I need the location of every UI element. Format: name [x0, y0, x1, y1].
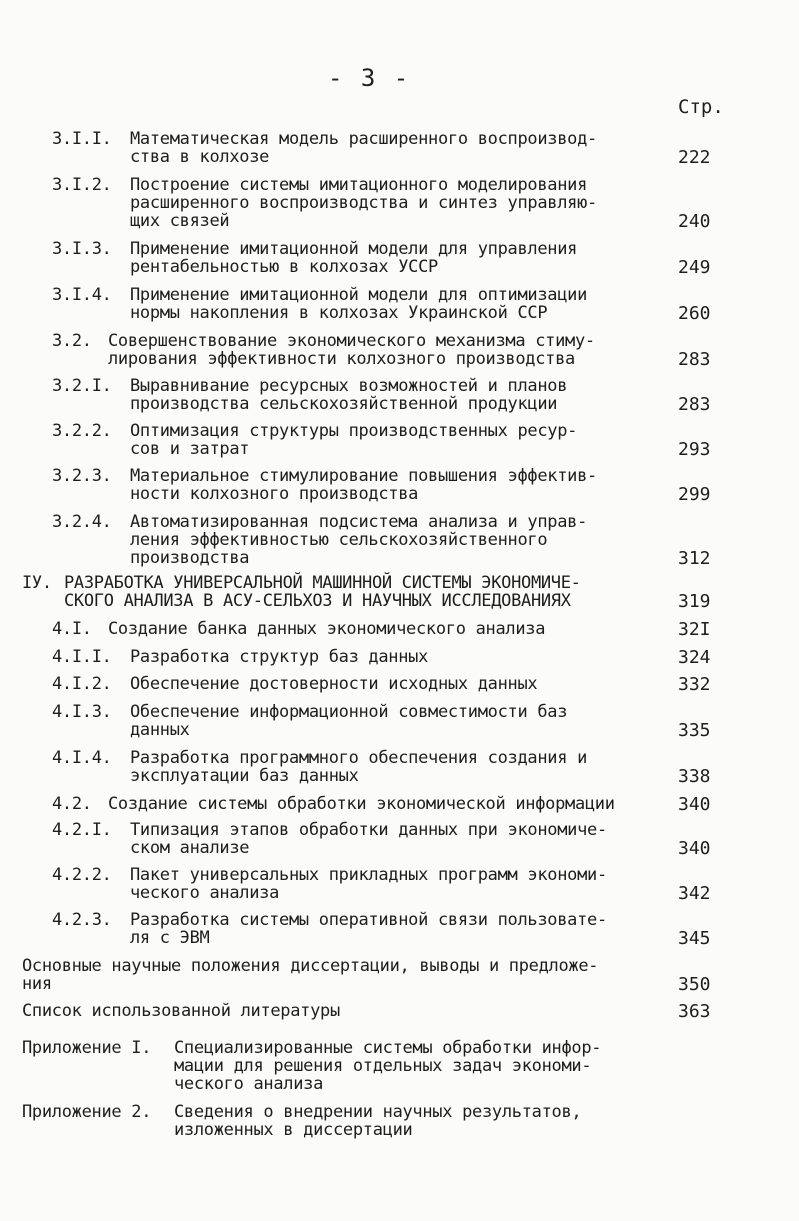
toc-entry-title — [130, 703, 567, 739]
toc-entry-title — [130, 286, 587, 322]
toc-entry-title-line: Сведения о внедрении научных результатов, — [174, 1102, 582, 1122]
toc-entry-number: 3.I.3. — [52, 239, 112, 259]
toc-entry-title-line: эксплуатации баз данных — [130, 766, 359, 786]
toc-entry-title-line: Разработка программного обеспечения создания и — [130, 748, 588, 768]
toc-entry-number: 4.2.I. — [52, 820, 112, 840]
toc-entry-number: 3.2.2. — [52, 421, 112, 441]
toc-entry-title-line: рентабельностью в колхозах УССР — [130, 257, 438, 277]
toc-entry-page: 312 — [678, 548, 711, 569]
toc-entry-number: 4.2.2. — [52, 865, 112, 885]
toc-entry-title — [130, 821, 607, 857]
toc-entry-page: 350 — [678, 974, 711, 995]
toc-entry-title-line: ля с ЭВМ — [130, 928, 210, 948]
toc-entry-title-line: ческого анализа — [130, 883, 280, 903]
toc-entry-title — [174, 1039, 601, 1093]
toc-entry-title-line: Список использованной литературы — [22, 1001, 340, 1021]
toc-entry-number: Приложение 2. — [22, 1102, 152, 1122]
toc-entry-page: 222 — [678, 147, 711, 168]
toc-entry-title — [130, 130, 597, 166]
toc-entry-title-line: ческого анализа — [174, 1074, 324, 1094]
toc-entry-title-line: Материальное стимулирование повышения эффектив- — [130, 466, 597, 486]
toc-entry-title-line: Применение имитационной модели для оптимизации — [130, 285, 588, 305]
toc-entry-title-line: ском анализе — [130, 838, 250, 858]
toc-entry-page: 335 — [678, 720, 711, 741]
toc-entry-title-line: Разработка структур баз данных — [130, 647, 429, 667]
toc-entry-title-line: ства в колхозе — [130, 147, 270, 167]
toc-entry-title-line: производства сельскохозяйственной продукции — [130, 394, 558, 414]
toc-entry-number: 3.I.I. — [52, 129, 112, 149]
toc-entry-page: 363 — [678, 1001, 711, 1022]
toc-entry-title-line: данных — [130, 720, 190, 740]
toc-entry-page: 260 — [678, 303, 711, 324]
toc-entry-number: 3.I.4. — [52, 285, 112, 305]
toc-entry-title-line: нормы накопления в колхозах Украинской ССР — [130, 303, 548, 323]
toc-entry-title — [130, 675, 537, 693]
toc-entry-page: 283 — [678, 394, 711, 415]
toc-entry-title — [130, 240, 577, 276]
toc-entry-title — [22, 957, 598, 993]
toc-entry-title — [130, 648, 428, 666]
toc-entry-page: 240 — [678, 211, 711, 232]
toc-entry-title — [174, 1103, 581, 1139]
toc-entry-number: 3.2.3. — [52, 466, 112, 486]
toc-entry-title-line: Оптимизация структуры производственных ресур- — [130, 421, 578, 441]
toc-entry-page: 299 — [678, 484, 711, 505]
toc-entry-number: 4.2.3. — [52, 910, 112, 930]
toc-entry-title — [108, 620, 545, 638]
toc-entry-number: 3.I.2. — [52, 175, 112, 195]
toc-entry-title — [130, 377, 567, 413]
toc-entry-page: 332 — [678, 674, 711, 695]
toc-entry-number: 4.I.4. — [52, 748, 112, 768]
toc-entry-page: 340 — [678, 794, 711, 815]
toc-entry-title-line: ления эффективностью сельскохозяйственного — [130, 530, 548, 550]
page-column-header: Стр. — [678, 96, 724, 118]
toc-entry-page: 293 — [678, 439, 711, 460]
toc-entry-title — [108, 332, 595, 368]
toc-entry-page: 324 — [678, 647, 711, 668]
toc-entry-title-line: Выравнивание ресурсных возможностей и планов — [130, 376, 568, 396]
toc-entry-title-line: изложенных в диссертации — [174, 1120, 413, 1140]
toc-entry-number: 4.2. — [52, 794, 92, 814]
toc-entry-page: 249 — [678, 257, 711, 278]
toc-entry-title — [130, 176, 597, 230]
toc-entry-title-line: РАЗРАБОТКА УНИВЕРСАЛЬНОЙ МАШИННОЙ СИСТЕМЫ ЭКОНОМИЧЕ- — [64, 573, 581, 593]
toc-entry-title-line: Создание банка данных экономического анализа — [108, 619, 546, 639]
toc-entry-title-line: Основные научные положения диссертации, выводы и предложе- — [22, 956, 599, 976]
toc-entry-title — [64, 574, 581, 610]
toc-entry-title-line: Создание системы обработки экономической информации — [108, 794, 615, 814]
toc-entry-page: 319 — [678, 591, 711, 612]
toc-entry-title-line: Обеспечение информационной совместимости баз — [130, 702, 568, 722]
toc-entry-title-line: расширенного воспроизводства и синтез управляю- — [130, 193, 597, 213]
toc-entry-number: Приложение I. — [22, 1038, 152, 1058]
toc-entry-title — [108, 795, 615, 813]
toc-entry-page: 283 — [678, 349, 711, 370]
toc-entry-number: 3.2.I. — [52, 376, 112, 396]
toc-entry-number: 3.2.4. — [52, 512, 112, 532]
toc-entry-page: 338 — [678, 766, 711, 787]
toc-entry-title-line: Математическая модель расширенного воспроизвод- — [130, 129, 597, 149]
page-number: - 3 - — [328, 64, 411, 92]
toc-entry-page: 342 — [678, 883, 711, 904]
toc-entry-title-line: Обеспечение достоверности исходных данных — [130, 674, 538, 694]
toc-entry-title — [22, 1002, 340, 1020]
toc-entry-title-line: Типизация этапов обработки данных при экономиче- — [130, 820, 607, 840]
toc-entry-title-line: сов и затрат — [130, 439, 250, 459]
toc-entry-title-line: производства — [130, 548, 250, 568]
toc-entry-title-line: мации для решения отдельных задач экономи- — [174, 1056, 592, 1076]
toc-entry-title-line: Построение системы имитационного моделирования — [130, 175, 588, 195]
toc-entry-title — [130, 866, 607, 902]
toc-entry-page: 340 — [678, 838, 711, 859]
toc-entry-number: IУ. — [22, 573, 52, 593]
toc-entry-title — [130, 422, 577, 458]
toc-entry-title-line: Пакет универсальных прикладных программ экономи- — [130, 865, 607, 885]
toc-entry-number: 4.I.I. — [52, 647, 112, 667]
toc-entry-title-line: Применение имитационной модели для управления — [130, 239, 578, 259]
toc-entry-number: 4.I.3. — [52, 702, 112, 722]
toc-entry-title — [130, 513, 587, 567]
toc-entry-title — [130, 467, 597, 503]
toc-entry-title-line: Специализированные системы обработки инфор- — [174, 1038, 602, 1058]
toc-entry-page: 32I — [678, 619, 711, 640]
toc-entry-page: 345 — [678, 928, 711, 949]
toc-entry-title-line: Автоматизированная подсистема анализа и управ- — [130, 512, 588, 532]
toc-entry-title — [130, 749, 587, 785]
toc-entry-title-line: лирования эффективности колхозного производства — [108, 349, 575, 369]
toc-entry-number: 4.I. — [52, 619, 92, 639]
toc-entry-number: 4.I.2. — [52, 674, 112, 694]
toc-entry-title-line: СКОГО АНАЛИЗА В АСУ-СЕЛЬХОЗ И НАУЧНЫХ ИССЛЕДОВАНИЯХ — [64, 591, 571, 611]
toc-entry-title-line: Совершенствование экономического механизма стиму- — [108, 331, 595, 351]
toc-entry-title-line: ности колхозного производства — [130, 484, 419, 504]
toc-entry-title-line: Разработка системы оперативной связи пользовате- — [130, 910, 607, 930]
toc-entry-title-line: ния — [22, 974, 52, 994]
toc-entry-number: 3.2. — [52, 331, 92, 351]
toc-entry-title-line: щих связей — [130, 211, 230, 231]
toc-entry-title — [130, 911, 607, 947]
